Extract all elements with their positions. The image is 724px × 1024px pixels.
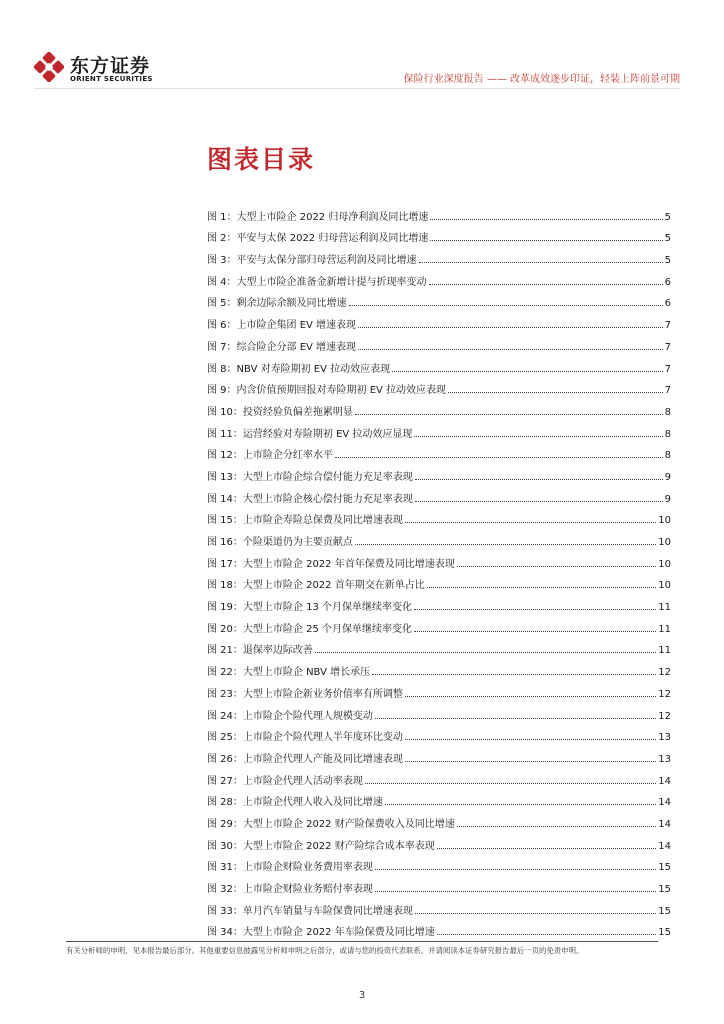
toc-entry-label: 图 24：上市险企个险代理人规模变动 [207,710,373,722]
toc-entry-label: 图 10：投资经验负偏差拖累明显 [207,406,353,418]
toc-entry-label: 图 22：大型上市险企 NBV 增长承压 [207,667,371,679]
toc-entry-page: 10 [658,537,671,548]
dot-leader [430,219,662,220]
dot-leader [437,934,657,935]
figure-list [207,201,671,938]
dot-leader [358,327,663,328]
toc-entry[interactable] [207,244,671,266]
dot-leader [358,349,663,350]
toc-entry[interactable] [207,678,671,700]
toc-entry-page: 8 [664,428,671,440]
toc-entry[interactable] [207,288,671,310]
toc-entry-page: 5 [664,211,671,223]
toc-entry[interactable] [207,656,671,678]
toc-entry-label: 图 12：上市险企分红率水平 [207,450,333,462]
toc-entry-label: 图 14：大型上市险企核心偿付能力充足率表现 [207,493,413,505]
toc-entry-page: 11 [658,645,671,657]
toc-entry[interactable] [207,396,671,418]
toc-entry[interactable] [207,483,671,505]
toc-entry-page: 14 [658,818,671,830]
dot-leader [427,587,657,588]
toc-entry[interactable] [207,873,671,895]
toc-entry[interactable] [207,440,671,462]
dot-leader [415,501,663,502]
toc-entry-page: 15 [658,862,671,874]
toc-entry[interactable] [207,223,671,245]
toc-entry[interactable] [207,743,671,765]
toc-entry[interactable] [207,331,671,353]
toc-entry[interactable] [207,309,671,331]
toc-entry-label: 图 33：单月汽车销量与车险保费同比增速表现 [207,905,413,917]
toc-entry[interactable] [207,353,671,375]
dot-leader [375,718,656,719]
dot-leader [365,783,656,784]
toc-entry-label: 图 29：大型上市险企 2022 财产险保费收入及同比增速 [207,818,455,830]
dot-leader [448,392,663,393]
toc-entry-page: 9 [664,471,671,483]
toc-entry[interactable] [207,700,671,722]
toc-entry-page: 5 [664,255,671,267]
toc-entry-label: 图 9：内含价值预期回报对寿险期初 EV 拉动效应表现 [207,385,447,397]
toc-entry[interactable] [207,787,671,809]
dot-leader [429,284,663,285]
dot-leader [437,848,657,849]
dot-leader [415,479,663,480]
dot-leader [430,240,662,241]
toc-entry[interactable] [207,266,671,288]
header-divider [34,88,680,89]
toc-entry-label: 图 15：上市险企寿险总保费及同比增速表现 [207,515,403,527]
toc-entry-label: 图 25：上市险企个险代理人半年度环比变动 [207,732,403,744]
footer-divider [66,941,658,942]
toc-entry-page: 13 [658,732,671,744]
orient-logo-icon [34,52,64,82]
dot-leader [414,436,662,437]
toc-entry-page: 13 [658,753,671,765]
toc-entry-page: 7 [664,385,671,397]
toc-entry[interactable] [207,765,671,787]
company-logo [34,50,164,86]
dot-leader [335,457,663,458]
dot-leader [349,305,663,306]
toc-entry-label: 图 17：大型上市险企 2022 年首年保费及同比增速表现 [207,558,455,570]
toc-entry-page: 8 [664,406,671,418]
toc-entry-page: 12 [658,667,671,679]
toc-entry-label: 图 5：剩余边际余额及同比增速 [207,298,347,310]
toc-entry-page: 8 [664,450,671,462]
toc-entry-label: 图 1：大型上市险企 2022 归母净利润及同比增速 [207,211,429,223]
toc-entry[interactable] [207,895,671,917]
dot-leader [457,826,657,827]
toc-entry-label: 图 23：大型上市险企新业务价值率有所调整 [207,688,403,700]
toc-entry-label: 图 19：大型上市险企 13 个月保单继续率变化 [207,602,412,614]
toc-entry-page: 15 [658,905,671,917]
toc-title: 图表目录 [207,145,316,174]
dot-leader [355,414,663,415]
toc-entry-label: 图 13：大型上市险企综合偿付能力充足率表现 [207,471,413,483]
toc-entry-page: 9 [664,493,671,505]
toc-entry[interactable] [207,418,671,440]
dot-leader [405,696,656,697]
toc-entry-page: 7 [664,363,671,375]
toc-entry[interactable] [207,201,671,223]
dot-leader [405,761,656,762]
toc-entry-label: 图 27：上市险企代理人活动率表现 [207,775,363,787]
dot-leader [414,631,656,632]
toc-entry-page: 7 [664,341,671,353]
toc-entry-label: 图 18：大型上市险企 2022 首年期交在新单占比 [207,580,425,592]
toc-entry-label: 图 11：运营经验对寿险期初 EV 拉动效应显现 [207,428,413,440]
toc-entry-label: 图 32：上市险企财险业务赔付率表现 [207,884,373,895]
toc-entry[interactable] [207,830,671,852]
dot-leader [405,522,656,523]
dot-leader [414,609,656,610]
toc-entry-page: 12 [658,688,671,700]
dot-leader [415,913,656,914]
toc-entry-page: 10 [658,515,671,527]
toc-entry-page: 14 [658,797,671,809]
toc-entry-page: 11 [658,623,671,635]
toc-entry-page: 7 [664,320,671,332]
toc-entry-label: 图 8：NBV 对寿险期初 EV 拉动效应表现 [207,363,391,375]
toc-entry-label: 图 6：上市险企集团 EV 增速表现 [207,320,357,332]
toc-entry-page: 11 [658,602,671,614]
toc-entry-page: 14 [658,840,671,852]
dot-leader [355,544,656,545]
dot-leader [405,739,656,740]
toc-entry-page: 15 [658,884,671,895]
dot-leader [375,891,656,892]
toc-entry[interactable] [207,375,671,397]
toc-entry[interactable] [207,852,671,874]
toc-entry[interactable] [207,722,671,744]
toc-entry-label: 图 34：大型上市险企 2022 年车险保费及同比增速 [207,927,435,939]
toc-entry-label: 图 21：退保率边际改善 [207,645,313,657]
toc-entry[interactable] [207,548,671,570]
toc-entry-page: 6 [664,276,671,288]
toc-entry[interactable] [207,570,671,592]
toc-entry-label: 图 28：上市险企代理人收入及同比增速 [207,797,383,809]
dot-leader [385,804,656,805]
report-subtitle: 保险行业深度报告 —— 改革成效逐步印证，轻装上阵前景可期 [403,74,680,85]
toc-entry-page: 5 [664,233,671,245]
toc-entry-label: 图 20：大型上市险企 25 个月保单继续率变化 [207,623,412,635]
toc-entry[interactable] [207,461,671,483]
toc-entry-label: 图 2：平安与太保 2022 归母营运利润及同比增速 [207,233,429,245]
toc-entry[interactable] [207,635,671,657]
toc-entry-label: 图 26：上市险企代理人产能及同比增速表现 [207,753,403,765]
toc-entry[interactable] [207,917,671,939]
page-number: 3 [358,990,366,1001]
toc-entry-page: 10 [658,558,671,570]
toc-entry[interactable] [207,505,671,527]
dot-leader [315,652,656,653]
toc-entry-page: 14 [658,775,671,787]
toc-entry[interactable] [207,526,671,548]
toc-entry-label: 图 31：上市险企财险业务费用率表现 [207,862,373,874]
toc-entry-page: 10 [658,580,671,592]
toc-entry-label: 图 7：综合险企分部 EV 增速表现 [207,341,357,353]
page-header [0,0,724,100]
toc-entry-page: 15 [658,927,671,939]
toc-entry-label: 图 30：大型上市险企 2022 财产险综合成本率表现 [207,840,435,852]
dot-leader [457,566,657,567]
dot-leader [392,371,663,372]
logo-english-name: ORIENT SECURITIES [70,75,153,83]
toc-entry-label: 图 16：个险渠道仍为主要贡献点 [207,537,353,548]
dot-leader [375,869,656,870]
toc-entry[interactable] [207,591,671,613]
dot-leader [419,262,663,263]
toc-entry-label: 图 3：平安与太保分部归母营运利润及同比增速 [207,255,417,267]
toc-entry-page: 12 [658,710,671,722]
toc-entry-label: 图 4：大型上市险企准备金新增计提与折现率变动 [207,276,427,288]
dot-leader [372,674,656,675]
toc-entry[interactable] [207,808,671,830]
logo-chinese-name: 东方证券 [70,55,151,77]
disclaimer-text: 有关分析师的申明，见本报告最后部分。其他重要信息披露见分析师申明之后部分，或请与您的投资代表联系。并请阅读本证券研究报告最后一页的免责申明。 [66,946,584,955]
toc-entry[interactable] [207,613,671,635]
toc-entry-page: 6 [664,298,671,310]
